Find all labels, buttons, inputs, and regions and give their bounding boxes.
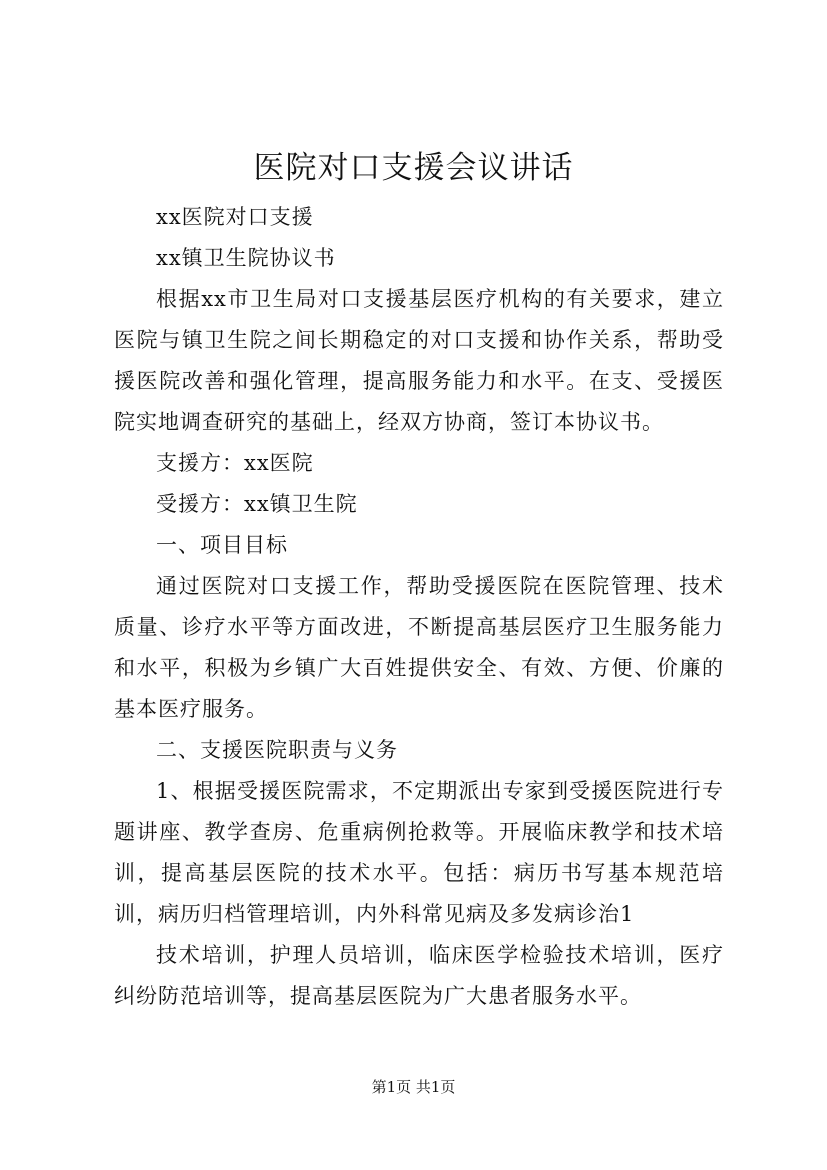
paragraph-agreement-name: xx镇卫生院协议书 [156, 246, 336, 270]
section-heading-duties: 二、支援医院职责与义务 [156, 738, 398, 762]
section-heading-goals: 一、项目目标 [156, 533, 288, 557]
paragraph-supporting-party: 支援方：xx医院 [156, 451, 314, 475]
paragraph-hospital-name: xx医院对口支援 [156, 205, 314, 229]
paragraph-duty-1: 1、根据受援医院需求，不定期派出专家到受援医院进行专题讲座、教学查房、危重病例抢救等。开展临床教学和技术培训，提高基层医院的技术水平。包括：病历书写基本规范培训，病历归档管理培训，内外科常见病及多发病诊治1 [114, 779, 724, 926]
paragraph-receiving-party: 受援方：xx镇卫生院 [156, 492, 358, 516]
paragraph-intro: 根据xx市卫生局对口支援基层医疗机构的有关要求，建立医院与镇卫生院之间长期稳定的对口支援和协作关系，帮助受援医院改善和强化管理，提高服务能力和水平。在支、受援医院实地调查研究的基础上，经双方协商，签订本协议书。 [114, 287, 724, 434]
document-body [114, 197, 724, 1017]
page-footer: 第1页 共1页 [371, 1078, 456, 1096]
document-title: 医院对口支援会议讲话 [253, 150, 574, 186]
paragraph-goals: 通过医院对口支援工作，帮助受援医院在医院管理、技术质量、诊疗水平等方面改进，不断提高基层医疗卫生服务能力和水平，积极为乡镇广大百姓提供安全、有效、方便、价廉的基本医疗服务。 [114, 574, 724, 721]
paragraph-duty-1-continued: 技术培训，护理人员培训，临床医学检验技术培训，医疗纠纷防范培训等，提高基层医院为广大患者服务水平。 [114, 943, 724, 1008]
